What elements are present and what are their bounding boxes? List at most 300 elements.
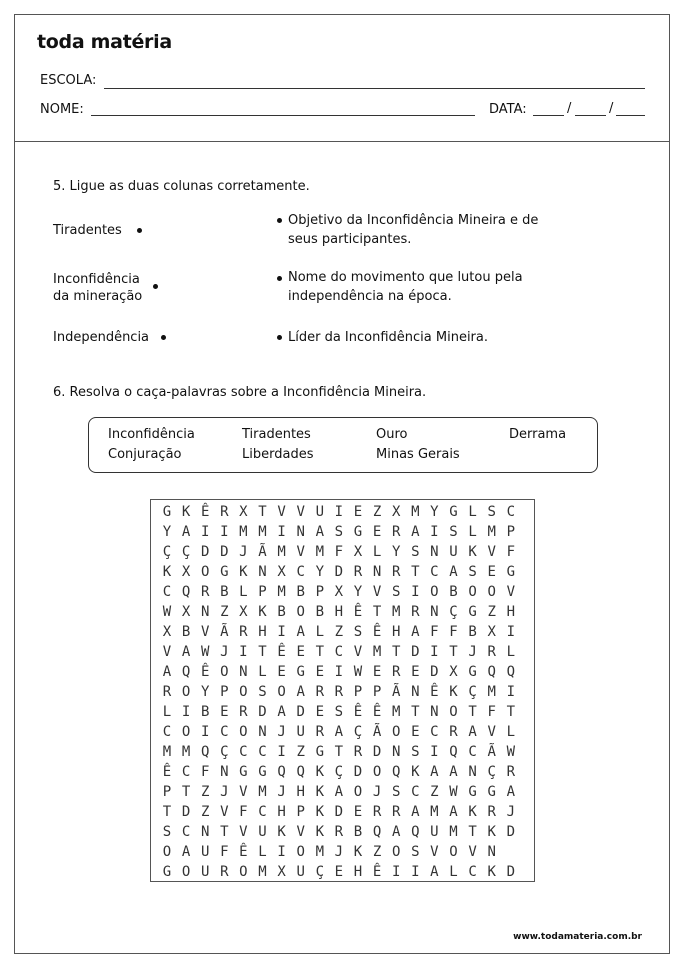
grid-letter[interactable]: I xyxy=(391,864,401,880)
grid-letter[interactable]: E xyxy=(296,644,305,660)
grid-letter[interactable]: U xyxy=(430,824,439,840)
grid-letter[interactable]: O xyxy=(391,844,401,860)
grid-letter[interactable]: S xyxy=(411,744,420,760)
grid-letter[interactable]: M xyxy=(315,544,325,560)
grid-letter[interactable]: F xyxy=(449,624,458,640)
grid-letter[interactable]: I xyxy=(220,524,229,540)
grid-letter[interactable]: Ç xyxy=(468,684,477,700)
grid-letter[interactable]: M xyxy=(391,704,401,720)
grid-letter[interactable]: Y xyxy=(430,504,439,520)
grid-letter[interactable]: O xyxy=(372,764,382,780)
grid-letter[interactable]: Z xyxy=(334,624,344,640)
grid-letter[interactable]: V xyxy=(487,724,496,740)
grid-letter[interactable]: L xyxy=(468,504,477,520)
grid-letter[interactable]: Ç xyxy=(315,864,325,880)
grid-letter[interactable]: B xyxy=(220,584,229,600)
grid-letter[interactable]: Ê xyxy=(372,864,382,880)
grid-letter[interactable]: J xyxy=(506,804,516,820)
grid-letter[interactable]: O xyxy=(296,844,305,860)
grid-letter[interactable]: N xyxy=(430,704,439,720)
grid-letter[interactable]: I xyxy=(334,664,344,680)
grid-letter[interactable]: R xyxy=(506,764,516,780)
grid-letter[interactable]: E xyxy=(220,704,229,720)
grid-letter[interactable]: I xyxy=(506,684,516,700)
grid-letter[interactable]: F xyxy=(334,544,344,560)
grid-letter[interactable]: T xyxy=(258,504,267,520)
grid-letter[interactable]: M xyxy=(258,864,267,880)
grid-letter[interactable]: L xyxy=(506,724,516,740)
grid-letter[interactable]: U xyxy=(315,504,325,520)
school-field[interactable] xyxy=(104,88,645,89)
grid-letter[interactable]: C xyxy=(181,764,191,780)
grid-letter[interactable]: J xyxy=(220,644,229,660)
grid-letter[interactable]: B xyxy=(449,584,458,600)
grid-letter[interactable]: T xyxy=(411,704,420,720)
grid-letter[interactable]: I xyxy=(430,524,439,540)
grid-letter[interactable]: O xyxy=(487,584,496,600)
grid-letter[interactable]: M xyxy=(315,844,325,860)
grid-letter[interactable]: S xyxy=(162,824,172,840)
grid-letter[interactable]: F xyxy=(239,804,248,820)
connection-dot[interactable] xyxy=(137,228,142,233)
grid-letter[interactable]: M xyxy=(372,644,382,660)
grid-letter[interactable]: C xyxy=(162,584,172,600)
grid-letter[interactable]: K xyxy=(449,684,458,700)
grid-letter[interactable]: R xyxy=(200,584,210,600)
grid-letter[interactable]: L xyxy=(162,704,172,720)
grid-letter[interactable]: I xyxy=(430,744,439,760)
grid-letter[interactable]: Z xyxy=(372,844,382,860)
grid-letter[interactable]: D xyxy=(200,544,210,560)
grid-letter[interactable]: X xyxy=(181,604,191,620)
grid-letter[interactable]: F xyxy=(506,544,516,560)
grid-letter[interactable]: G xyxy=(220,564,229,580)
grid-letter[interactable]: I xyxy=(200,724,210,740)
grid-letter[interactable]: D xyxy=(353,764,363,780)
grid-letter[interactable]: V xyxy=(430,844,439,860)
grid-letter[interactable]: Q xyxy=(449,744,458,760)
grid-letter[interactable]: O xyxy=(181,864,191,880)
grid-letter[interactable]: N xyxy=(430,544,439,560)
grid-letter[interactable]: P xyxy=(296,804,305,820)
grid-letter[interactable]: G xyxy=(449,504,458,520)
grid-letter[interactable]: O xyxy=(200,564,210,580)
grid-letter[interactable]: Z xyxy=(296,744,305,760)
grid-letter[interactable]: R xyxy=(353,744,363,760)
grid-letter[interactable]: Ç xyxy=(181,544,191,560)
grid-letter[interactable]: Ê xyxy=(200,504,210,520)
date-day-field[interactable] xyxy=(533,115,564,116)
grid-letter[interactable]: R xyxy=(315,684,325,700)
grid-letter[interactable]: S xyxy=(411,844,420,860)
grid-letter[interactable]: V xyxy=(200,624,210,640)
grid-letter[interactable]: Z xyxy=(487,604,496,620)
grid-letter[interactable]: I xyxy=(430,644,439,660)
grid-letter[interactable]: I xyxy=(411,864,420,880)
grid-letter[interactable]: O xyxy=(239,684,248,700)
grid-letter[interactable]: O xyxy=(239,724,248,740)
grid-letter[interactable]: Z xyxy=(220,604,229,620)
grid-letter[interactable]: P xyxy=(315,584,325,600)
grid-letter[interactable]: Ê xyxy=(353,704,363,720)
grid-letter[interactable]: Ê xyxy=(372,624,382,640)
grid-letter[interactable]: N xyxy=(296,524,305,540)
grid-letter[interactable]: C xyxy=(468,864,477,880)
grid-letter[interactable]: Y xyxy=(391,544,401,560)
grid-letter[interactable]: L xyxy=(372,544,382,560)
grid-letter[interactable]: S xyxy=(468,564,477,580)
grid-letter[interactable]: A xyxy=(430,864,439,880)
grid-letter[interactable]: Y xyxy=(162,524,172,540)
grid-letter[interactable]: F xyxy=(220,844,229,860)
grid-letter[interactable]: Ç xyxy=(487,764,496,780)
grid-letter[interactable]: A xyxy=(181,644,191,660)
grid-letter[interactable]: I xyxy=(277,624,286,640)
grid-letter[interactable]: N xyxy=(200,604,210,620)
grid-letter[interactable]: C xyxy=(430,564,439,580)
grid-letter[interactable]: U xyxy=(200,864,210,880)
grid-letter[interactable]: C xyxy=(162,724,172,740)
grid-letter[interactable]: C xyxy=(258,744,267,760)
grid-letter[interactable]: N xyxy=(258,724,267,740)
grid-letter[interactable]: O xyxy=(430,584,439,600)
grid-letter[interactable]: A xyxy=(468,724,477,740)
grid-letter[interactable]: H xyxy=(391,624,401,640)
grid-letter[interactable]: G xyxy=(258,764,267,780)
grid-letter[interactable]: S xyxy=(334,524,344,540)
grid-letter[interactable]: S xyxy=(487,504,496,520)
grid-letter[interactable]: Ê xyxy=(200,664,210,680)
grid-letter[interactable]: N xyxy=(239,664,248,680)
grid-letter[interactable]: P xyxy=(258,584,267,600)
grid-letter[interactable]: V xyxy=(487,544,496,560)
grid-letter[interactable]: Ã xyxy=(258,544,267,560)
grid-letter[interactable]: X xyxy=(277,864,286,880)
grid-letter[interactable]: A xyxy=(277,704,286,720)
grid-letter[interactable]: I xyxy=(239,644,248,660)
grid-letter[interactable]: X xyxy=(162,624,172,640)
grid-letter[interactable]: P xyxy=(220,684,229,700)
grid-letter[interactable]: R xyxy=(220,504,229,520)
grid-letter[interactable]: G xyxy=(353,524,363,540)
grid-letter[interactable]: U xyxy=(296,724,305,740)
grid-letter[interactable]: V xyxy=(296,544,305,560)
grid-letter[interactable]: N xyxy=(258,564,267,580)
grid-letter[interactable]: B xyxy=(277,604,286,620)
grid-letter[interactable]: R xyxy=(411,604,420,620)
grid-letter[interactable]: A xyxy=(334,724,344,740)
grid-letter[interactable]: T xyxy=(468,824,477,840)
grid-letter[interactable]: I xyxy=(411,584,420,600)
grid-letter[interactable]: A xyxy=(334,784,344,800)
grid-letter[interactable]: V xyxy=(220,804,229,820)
grid-letter[interactable]: C xyxy=(220,724,229,740)
grid-letter[interactable]: O xyxy=(353,784,363,800)
grid-letter[interactable]: Ê xyxy=(430,684,439,700)
grid-letter[interactable]: K xyxy=(468,804,477,820)
grid-letter[interactable]: I xyxy=(181,704,191,720)
grid-letter[interactable]: R xyxy=(391,804,401,820)
grid-letter[interactable]: H xyxy=(258,624,267,640)
connection-dot[interactable] xyxy=(277,276,282,281)
grid-letter[interactable]: A xyxy=(162,664,172,680)
grid-letter[interactable]: R xyxy=(487,644,496,660)
grid-letter[interactable]: J xyxy=(277,784,286,800)
grid-letter[interactable]: Ê xyxy=(372,704,382,720)
grid-letter[interactable]: R xyxy=(391,524,401,540)
grid-letter[interactable]: Q xyxy=(181,584,191,600)
grid-letter[interactable]: R xyxy=(449,724,458,740)
grid-letter[interactable]: D xyxy=(296,704,305,720)
grid-letter[interactable]: N xyxy=(468,764,477,780)
grid-letter[interactable]: H xyxy=(506,604,516,620)
grid-letter[interactable]: D xyxy=(258,704,267,720)
grid-letter[interactable]: L xyxy=(506,644,516,660)
grid-letter[interactable]: E xyxy=(487,564,496,580)
grid-letter[interactable]: Q xyxy=(277,764,286,780)
grid-letter[interactable]: Z xyxy=(200,804,210,820)
grid-letter[interactable]: A xyxy=(296,684,305,700)
grid-letter[interactable]: X xyxy=(391,504,401,520)
grid-letter[interactable]: P xyxy=(162,784,172,800)
grid-letter[interactable]: U xyxy=(449,544,458,560)
grid-letter[interactable]: Ê xyxy=(353,604,363,620)
grid-letter[interactable]: A xyxy=(506,784,516,800)
grid-letter[interactable]: K xyxy=(258,604,267,620)
grid-letter[interactable]: J xyxy=(277,724,286,740)
grid-letter[interactable]: R xyxy=(487,804,496,820)
grid-letter[interactable]: V xyxy=(239,824,248,840)
grid-letter[interactable]: R xyxy=(334,684,344,700)
grid-letter[interactable]: R xyxy=(391,564,401,580)
grid-letter[interactable]: P xyxy=(506,524,516,540)
grid-letter[interactable]: L xyxy=(258,664,267,680)
grid-letter[interactable]: X xyxy=(239,504,248,520)
connection-dot[interactable] xyxy=(161,335,166,340)
grid-letter[interactable]: U xyxy=(296,864,305,880)
grid-letter[interactable]: R xyxy=(372,804,382,820)
grid-letter[interactable]: E xyxy=(411,664,420,680)
grid-letter[interactable]: Ã xyxy=(487,744,496,760)
grid-letter[interactable]: G xyxy=(468,604,477,620)
grid-letter[interactable]: S xyxy=(449,524,458,540)
grid-letter[interactable]: E xyxy=(353,504,363,520)
grid-letter[interactable]: K xyxy=(315,784,325,800)
grid-letter[interactable]: Q xyxy=(181,664,191,680)
grid-letter[interactable]: A xyxy=(449,564,458,580)
grid-letter[interactable]: N xyxy=(487,844,496,860)
grid-letter[interactable]: D xyxy=(181,804,191,820)
grid-letter[interactable]: P xyxy=(353,684,363,700)
grid-letter[interactable]: E xyxy=(277,664,286,680)
grid-letter[interactable]: B xyxy=(315,604,325,620)
grid-letter[interactable]: T xyxy=(449,644,458,660)
grid-letter[interactable]: R xyxy=(239,704,248,720)
grid-letter[interactable]: I xyxy=(277,524,286,540)
grid-letter[interactable]: W xyxy=(353,664,363,680)
grid-letter[interactable]: Ç xyxy=(162,544,172,560)
grid-letter[interactable]: A xyxy=(411,804,420,820)
grid-letter[interactable]: E xyxy=(334,864,344,880)
grid-letter[interactable]: G xyxy=(468,784,477,800)
grid-letter[interactable]: F xyxy=(487,704,496,720)
grid-letter[interactable]: R xyxy=(220,864,229,880)
grid-letter[interactable]: C xyxy=(506,504,516,520)
grid-letter[interactable]: M xyxy=(258,784,267,800)
grid-letter[interactable]: V xyxy=(506,584,516,600)
grid-letter[interactable]: K xyxy=(315,804,325,820)
grid-letter[interactable]: V xyxy=(372,584,382,600)
grid-letter[interactable]: S xyxy=(258,684,267,700)
grid-letter[interactable]: L xyxy=(468,524,477,540)
grid-letter[interactable]: L xyxy=(315,624,325,640)
grid-letter[interactable]: M xyxy=(239,524,248,540)
grid-letter[interactable]: X xyxy=(181,564,191,580)
grid-letter[interactable]: T xyxy=(391,644,401,660)
grid-letter[interactable]: X xyxy=(334,584,344,600)
grid-letter[interactable]: Q xyxy=(411,824,420,840)
grid-letter[interactable]: J xyxy=(334,844,344,860)
grid-letter[interactable]: S xyxy=(411,544,420,560)
grid-letter[interactable]: E xyxy=(372,664,382,680)
grid-letter[interactable]: B xyxy=(468,624,477,640)
grid-letter[interactable]: P xyxy=(372,684,382,700)
grid-letter[interactable]: Ã xyxy=(391,684,401,700)
grid-letter[interactable]: H xyxy=(353,864,363,880)
grid-letter[interactable]: X xyxy=(487,624,496,640)
grid-letter[interactable]: Ç xyxy=(334,764,344,780)
grid-letter[interactable]: D xyxy=(411,644,420,660)
grid-letter[interactable]: E xyxy=(315,704,325,720)
grid-letter[interactable]: D xyxy=(334,804,344,820)
grid-letter[interactable]: J xyxy=(220,784,229,800)
grid-letter[interactable]: T xyxy=(258,644,267,660)
grid-letter[interactable]: H xyxy=(277,804,286,820)
grid-letter[interactable]: N xyxy=(200,824,210,840)
grid-letter[interactable]: U xyxy=(200,844,210,860)
grid-letter[interactable]: Z xyxy=(200,784,210,800)
grid-letter[interactable]: Y xyxy=(200,684,210,700)
grid-letter[interactable]: T xyxy=(315,644,325,660)
grid-letter[interactable]: Q xyxy=(200,744,210,760)
grid-letter[interactable]: J xyxy=(372,784,382,800)
grid-letter[interactable]: G xyxy=(296,664,305,680)
grid-letter[interactable]: C xyxy=(296,564,305,580)
grid-letter[interactable]: G xyxy=(162,864,172,880)
grid-letter[interactable]: C xyxy=(239,744,248,760)
grid-letter[interactable]: Ê xyxy=(277,644,286,660)
grid-letter[interactable]: X xyxy=(239,604,248,620)
grid-letter[interactable]: T xyxy=(506,704,516,720)
grid-letter[interactable]: Ê xyxy=(239,844,248,860)
grid-letter[interactable]: X xyxy=(449,664,458,680)
grid-letter[interactable]: I xyxy=(200,524,210,540)
grid-letter[interactable]: C xyxy=(411,784,420,800)
grid-letter[interactable]: Y xyxy=(315,564,325,580)
grid-letter[interactable]: I xyxy=(334,504,344,520)
grid-letter[interactable]: A xyxy=(430,764,439,780)
grid-letter[interactable]: K xyxy=(181,504,191,520)
grid-letter[interactable]: Ç xyxy=(449,604,458,620)
grid-letter[interactable]: H xyxy=(296,784,305,800)
grid-letter[interactable]: N xyxy=(411,684,420,700)
grid-letter[interactable]: Q xyxy=(296,764,305,780)
grid-letter[interactable]: R xyxy=(315,724,325,740)
grid-letter[interactable]: V xyxy=(296,504,305,520)
grid-letter[interactable]: Ç xyxy=(220,744,229,760)
grid-letter[interactable]: M xyxy=(258,524,267,540)
grid-letter[interactable]: M xyxy=(162,744,172,760)
grid-letter[interactable]: O xyxy=(296,604,305,620)
grid-letter[interactable]: G xyxy=(239,764,248,780)
grid-letter[interactable]: T xyxy=(372,604,382,620)
grid-letter[interactable]: W xyxy=(162,604,172,620)
grid-letter[interactable]: N xyxy=(220,764,229,780)
grid-letter[interactable]: A xyxy=(315,524,325,540)
grid-letter[interactable]: O xyxy=(181,724,191,740)
grid-letter[interactable]: L xyxy=(239,584,248,600)
grid-letter[interactable]: V xyxy=(277,504,286,520)
grid-letter[interactable]: O xyxy=(277,684,286,700)
date-month-field[interactable] xyxy=(575,115,606,116)
grid-letter[interactable]: I xyxy=(277,744,286,760)
grid-letter[interactable]: M xyxy=(487,684,496,700)
grid-letter[interactable]: M xyxy=(430,804,439,820)
grid-letter[interactable]: O xyxy=(449,704,458,720)
grid-letter[interactable]: C xyxy=(430,724,439,740)
grid-letter[interactable]: A xyxy=(449,804,458,820)
grid-letter[interactable]: A xyxy=(181,844,191,860)
grid-letter[interactable]: F xyxy=(200,764,210,780)
grid-letter[interactable]: U xyxy=(258,824,267,840)
grid-letter[interactable]: T xyxy=(162,804,172,820)
grid-letter[interactable]: C xyxy=(181,824,191,840)
connection-dot[interactable] xyxy=(277,335,282,340)
grid-letter[interactable]: I xyxy=(277,844,286,860)
grid-letter[interactable]: A xyxy=(181,524,191,540)
grid-letter[interactable]: V xyxy=(353,644,363,660)
grid-letter[interactable]: E xyxy=(315,664,325,680)
grid-letter[interactable]: M xyxy=(391,604,401,620)
grid-letter[interactable]: O xyxy=(239,864,248,880)
grid-letter[interactable]: G xyxy=(315,744,325,760)
grid-letter[interactable]: E xyxy=(411,724,420,740)
grid-letter[interactable]: A xyxy=(296,624,305,640)
grid-letter[interactable]: D xyxy=(220,544,229,560)
grid-letter[interactable]: D xyxy=(430,664,439,680)
grid-letter[interactable]: M xyxy=(181,744,191,760)
grid-letter[interactable]: B xyxy=(353,824,363,840)
grid-letter[interactable]: N xyxy=(430,604,439,620)
grid-letter[interactable]: M xyxy=(277,584,286,600)
grid-letter[interactable]: X xyxy=(353,544,363,560)
grid-letter[interactable]: T xyxy=(181,784,191,800)
grid-letter[interactable]: M xyxy=(487,524,496,540)
grid-letter[interactable]: T xyxy=(334,744,344,760)
grid-letter[interactable]: Z xyxy=(430,784,439,800)
grid-letter[interactable]: R xyxy=(162,684,172,700)
grid-letter[interactable]: A xyxy=(391,824,401,840)
grid-letter[interactable]: R xyxy=(239,624,248,640)
grid-letter[interactable]: D xyxy=(506,824,516,840)
grid-letter[interactable]: N xyxy=(372,564,382,580)
grid-letter[interactable]: C xyxy=(334,644,344,660)
grid-letter[interactable]: V xyxy=(162,644,172,660)
grid-letter[interactable]: S xyxy=(334,704,344,720)
grid-letter[interactable]: Y xyxy=(353,584,363,600)
grid-letter[interactable]: L xyxy=(449,864,458,880)
grid-letter[interactable]: K xyxy=(411,764,420,780)
